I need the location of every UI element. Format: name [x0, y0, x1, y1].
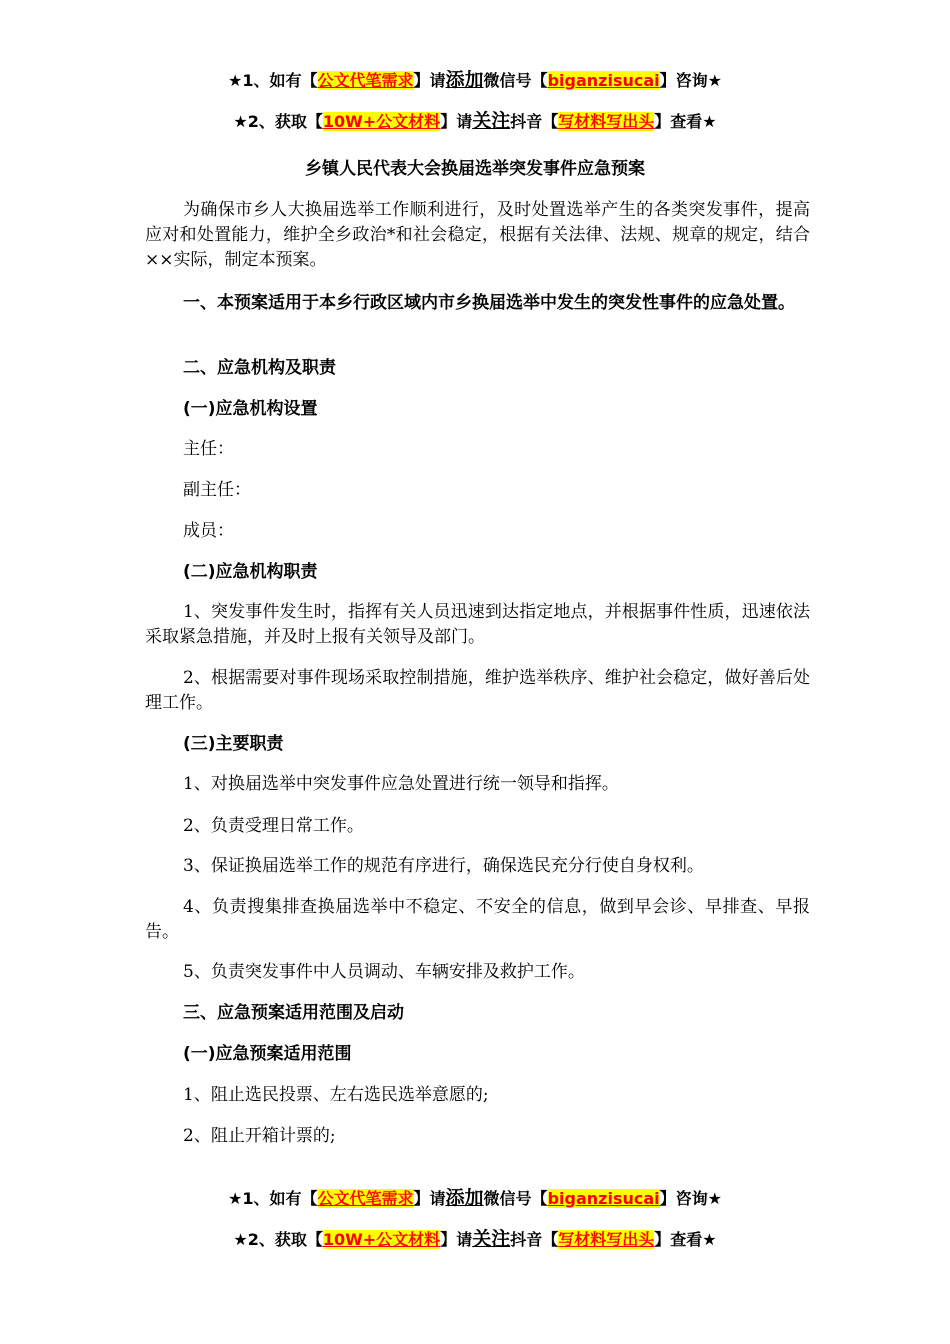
paragraph-intro: 为确保市乡人大换届选举工作顺利进行，及时处置选举产生的各类突发事件，提高应对和处置能力，维护全乡政治*和社会稳定，根据有关法律、法规、规章的规定，结合××实际，制定本预案。	[145, 200, 810, 270]
promo-banner-line-1	[0, 68, 950, 93]
banner-emphasis: 添加	[445, 1187, 484, 1209]
paragraph: 1、对换届选举中突发事件应急处置进行统一领导和指挥。	[183, 774, 619, 794]
banner-highlight: 公文代笔需求	[317, 1189, 414, 1208]
banner-highlight: 10W+公文材料	[322, 112, 441, 131]
paragraph: 3、保证换届选举工作的规范有序进行，确保选民充分行使自身权利。	[183, 856, 704, 876]
banner-text: ★2、获取【	[233, 112, 323, 131]
paragraph: 成员：	[183, 521, 234, 541]
banner-highlight: 公文代笔需求	[317, 71, 414, 90]
banner-text: 】请	[440, 112, 473, 131]
banner-emphasis: 关注	[472, 110, 511, 132]
banner-text: 抖音【	[510, 112, 559, 131]
subsection-heading: (二)应急机构职责	[183, 562, 318, 582]
banner-text: 】查看★	[654, 112, 717, 131]
paragraph: 2、根据需要对事件现场采取控制措施，维护选举秩序、维护社会稳定，做好善后处理工作。	[145, 668, 810, 713]
paragraph: 主任：	[183, 439, 234, 459]
document-title: 乡镇人民代表大会换届选举突发事件应急预案	[305, 159, 645, 179]
banner-text: ★2、获取【	[233, 1230, 323, 1249]
banner-highlight: 10W+公文材料	[322, 1230, 441, 1249]
banner-text: 】请	[440, 1230, 473, 1249]
subsection-heading: (一)应急预案适用范围	[183, 1044, 352, 1064]
banner-text: 】咨询★	[659, 1189, 722, 1208]
banner-emphasis: 关注	[472, 1228, 511, 1250]
banner-text: 微信号【	[483, 1189, 548, 1208]
subsection-heading: (一)应急机构设置	[183, 399, 318, 419]
section-heading-2: 二、应急机构及职责	[183, 358, 336, 378]
banner-text: 微信号【	[483, 71, 548, 90]
banner-text: 】查看★	[654, 1230, 717, 1249]
banner-text: 】请	[413, 71, 446, 90]
paragraph: 2、负责受理日常工作。	[183, 816, 364, 836]
section-heading-1: 一、本预案适用于本乡行政区域内市乡换届选举中发生的突发性事件的应急处置。	[183, 293, 795, 313]
banner-text: 】请	[413, 1189, 446, 1208]
banner-highlight: 写材料写出头	[558, 1230, 655, 1249]
banner-emphasis: 添加	[445, 69, 484, 91]
banner-highlight: 写材料写出头	[558, 112, 655, 131]
banner-text: ★1、如有【	[228, 71, 318, 90]
promo-banner-line-3	[0, 1186, 950, 1211]
section-heading-3: 三、应急预案适用范围及启动	[183, 1003, 404, 1023]
paragraph: 1、突发事件发生时，指挥有关人员迅速到达指定地点，并根据事件性质，迅速依法采取紧急措施，并及时上报有关领导及部门。	[145, 602, 810, 647]
banner-highlight: biganzisucai	[547, 1189, 660, 1208]
paragraph: 1、阻止选民投票、左右选民选举意愿的;	[183, 1085, 489, 1105]
banner-text: 抖音【	[510, 1230, 559, 1249]
banner-text: ★1、如有【	[228, 1189, 318, 1208]
subsection-heading: (三)主要职责	[183, 734, 284, 754]
banner-text: 】咨询★	[659, 71, 722, 90]
paragraph: 5、负责突发事件中人员调动、车辆安排及救护工作。	[183, 962, 585, 982]
banner-highlight: biganzisucai	[547, 71, 660, 90]
promo-banner-line-4	[0, 1227, 950, 1252]
paragraph: 副主任：	[183, 480, 251, 500]
promo-banner-line-2	[0, 109, 950, 134]
paragraph: 4、负责搜集排查换届选举中不稳定、不安全的信息，做到早会诊、早排查、早报告。	[145, 897, 810, 942]
paragraph: 2、阻止开箱计票的;	[183, 1126, 336, 1146]
